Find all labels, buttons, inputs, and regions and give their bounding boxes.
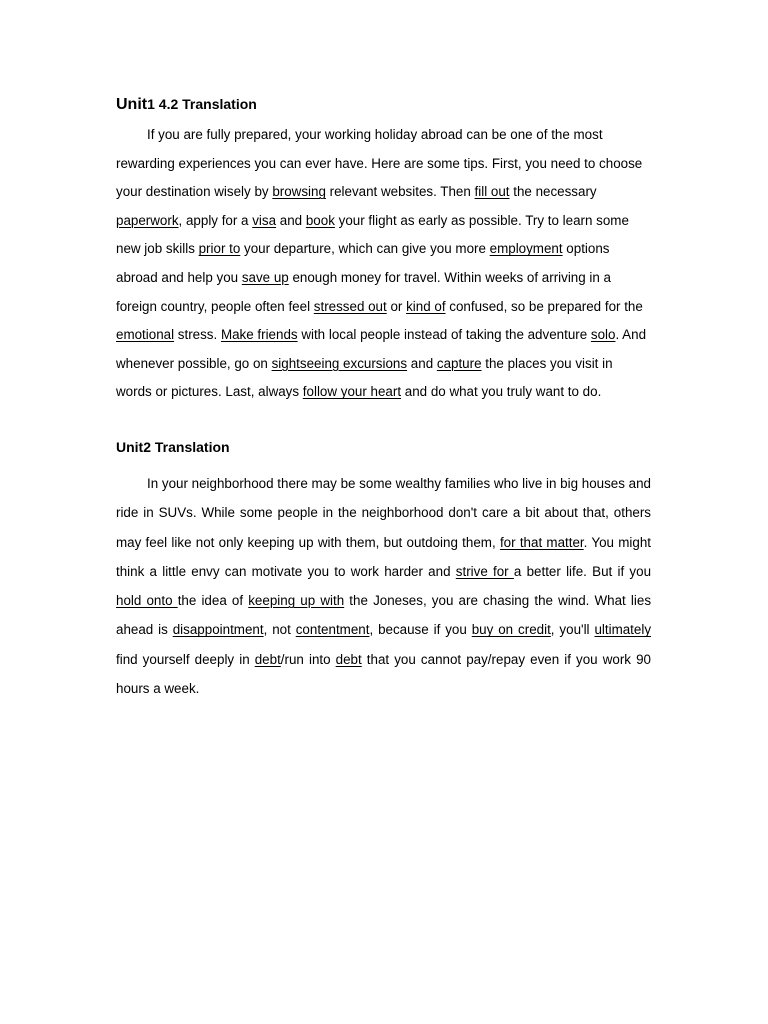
paragraph-text: the idea of xyxy=(177,593,249,609)
paragraph-text: confused, so be prepared for the xyxy=(445,298,643,314)
paragraph-text: . You might think a little envy can motivate you to work harder and xyxy=(116,534,651,579)
paragraph-text: and xyxy=(276,212,306,228)
unit1-paragraph xyxy=(116,121,651,407)
underlined-term: solo xyxy=(590,327,616,343)
underlined-term: strive for xyxy=(455,563,514,579)
underlined-term: paperwork xyxy=(116,212,179,228)
paragraph-text: with local people instead of taking the adventure xyxy=(297,327,591,343)
underlined-term: book xyxy=(305,212,335,228)
paragraph-text: the places you visit in words or pictures. Last, always xyxy=(116,355,613,400)
paragraph-text: and do what you truly want to do. xyxy=(401,384,602,400)
paragraph-text: /run into xyxy=(280,651,336,667)
underlined-term: sightseeing excursions xyxy=(271,355,408,371)
unit2-heading: Unit2 Translation xyxy=(116,438,230,455)
underlined-term: save up xyxy=(241,269,289,285)
unit1-heading xyxy=(116,94,651,115)
underlined-term: debt xyxy=(254,651,281,667)
underlined-term: fill out xyxy=(474,184,510,200)
paragraph-text: your departure, which can give you more xyxy=(240,241,490,257)
underlined-term: prior to xyxy=(198,241,241,257)
underlined-term: buy on credit xyxy=(471,622,551,638)
underlined-term: emotional xyxy=(116,327,175,343)
underlined-term: Make friends xyxy=(220,327,298,343)
paragraph-text: , you'll xyxy=(550,622,595,638)
paragraph-text: that you cannot pay/repay even if you work 90 hours a week. xyxy=(116,651,651,697)
document-body xyxy=(116,94,651,703)
underlined-term: hold onto xyxy=(116,593,178,609)
underlined-term: disappointment xyxy=(172,622,264,638)
paragraph-text: the Joneses, you are chasing the wind. What lies ahead is xyxy=(116,593,652,638)
unit1-heading-rest: 1 4.2 Translation xyxy=(147,96,257,112)
paragraph-text: options abroad and help you xyxy=(116,241,610,285)
paragraph-text: find yourself deeply in xyxy=(116,651,255,667)
paragraph-text: or xyxy=(386,298,407,314)
unit2-paragraph xyxy=(116,469,651,703)
underlined-term: capture xyxy=(436,355,482,371)
paragraph-text: stress. xyxy=(174,327,221,343)
underlined-term: stressed out xyxy=(313,298,387,314)
underlined-term: contentment xyxy=(295,622,370,638)
paragraph-text: and xyxy=(407,355,437,371)
underlined-term: keeping up with xyxy=(248,593,345,609)
paragraph-text: If you are fully prepared, your working holiday abroad can be one of the most rewarding experiences you can ever have. Here are some tips. First, you need to choose your destination wisely by xyxy=(116,127,643,200)
underlined-term: follow your heart xyxy=(302,384,402,400)
underlined-term: for that matter xyxy=(499,534,584,550)
paragraph-text: , apply for a xyxy=(178,212,253,228)
underlined-term: visa xyxy=(252,212,277,228)
paragraph-text: . And whenever possible, go on xyxy=(116,327,647,371)
paragraph-text: , not xyxy=(263,622,296,638)
paragraph-text: your flight as early as possible. Try to learn some new job skills xyxy=(116,212,629,257)
paragraph-text: relevant websites. Then xyxy=(325,184,475,200)
underlined-term: browsing xyxy=(272,184,326,200)
paragraph-text: a better life. But if you xyxy=(513,563,652,579)
paragraph-text: , because if you xyxy=(369,622,472,638)
underlined-term: kind of xyxy=(406,298,446,314)
underlined-term: debt xyxy=(335,651,362,667)
paragraph-text: In your neighborhood there may be some wealthy families who live in big houses and ride in SUVs. While some people in the neighborhood don't care a bit about that, others may feel like not only keeping up with them, but outdoing them, xyxy=(116,475,651,550)
paragraph-text: enough money for travel. Within weeks of arriving in a foreign country, people often feel xyxy=(116,269,612,314)
underlined-term: employment xyxy=(489,241,563,257)
unit1-heading-word: Unit xyxy=(116,96,148,113)
paragraph-text: the necessary xyxy=(509,184,597,200)
underlined-term: ultimately xyxy=(594,622,652,638)
